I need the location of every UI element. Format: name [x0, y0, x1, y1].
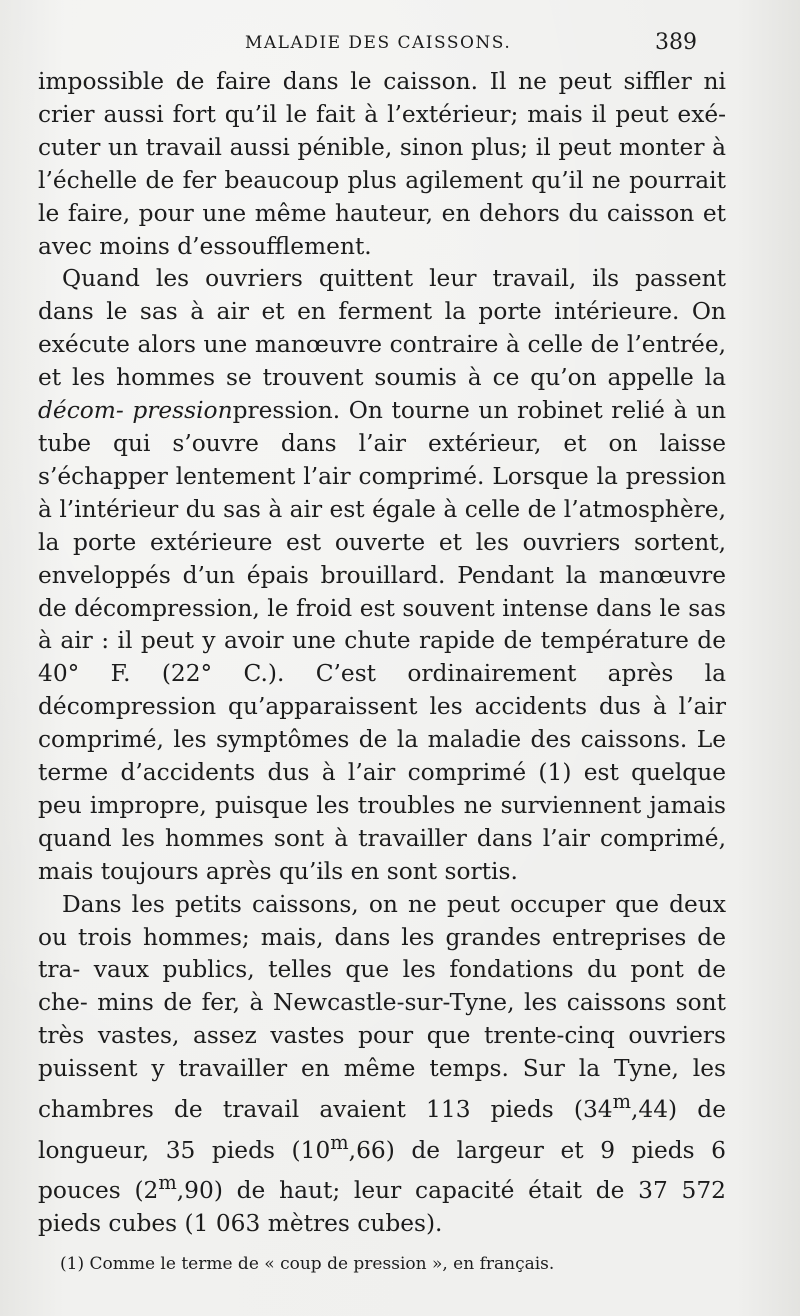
- text-line: Le terme d’accidents dus à l’air comprimé (1) est quelque: [38, 726, 727, 787]
- paragraph-2: [38, 263, 726, 888]
- text-line: mins de fer, à Newcastle-sur-Tyne, les caissons sont très: [38, 989, 726, 1050]
- footnote: (1) Comme le terme de « coup de pression », en français.: [60, 1254, 555, 1274]
- text-line: ,44) de longueur, 35 pieds: [38, 1095, 726, 1164]
- text-line: égale à celle de l’atmosphère, la porte extérieure est ouverte: [38, 495, 726, 556]
- text-line: le faire, pour une même hauteur, en dehors du caisson et: [38, 199, 726, 227]
- text-line: Dans les petits caissons, on ne peut occuper que deux ou: [38, 890, 726, 951]
- text-line: leur capacité était de 37 572 pieds cubes (1 063 mètres: [38, 1177, 726, 1238]
- text-line: de travail avaient 113 pieds (34: [174, 1095, 613, 1123]
- text-line: vastes, assez vastes pour que trente-cinq ouvriers puissent: [38, 1022, 727, 1083]
- text-line: mais toujours après qu’ils en sont sortis.: [38, 857, 518, 885]
- text-line: ,66) de largeur et 9 pieds 6 pouces (2: [38, 1136, 727, 1205]
- running-title: MALADIE DES CAISSONS.: [245, 33, 512, 53]
- paragraph-3: [38, 889, 726, 1241]
- text-line: trois hommes; mais, dans les grandes entreprises de tra-: [38, 923, 727, 984]
- text-line: hommes se trouvent soumis à ce qu’on appelle la: [116, 364, 726, 392]
- text-line: Quand les ouvriers quittent leur travail, ils passent dans: [38, 265, 726, 326]
- italic-term: pression: [132, 397, 233, 425]
- text-line: l’échelle de fer beaucoup plus agilement qu’il ne pourrait: [38, 166, 726, 194]
- italic-term: décom-: [38, 397, 124, 425]
- text-line: avec moins d’essoufflement.: [38, 232, 372, 260]
- running-head: [0, 30, 800, 57]
- superscript-unit: m: [612, 1090, 631, 1114]
- text-line: et les ouvriers sortent, enveloppés d’un épais brouillard.: [38, 528, 727, 589]
- text-line: crier aussi fort qu’il le fait à l’extérieur; mais il peut exé-: [38, 100, 726, 128]
- text-line: à l’air comprimé, les symptômes de la maladie des caissons.: [38, 693, 726, 754]
- superscript-unit: m: [158, 1171, 177, 1195]
- text-line: de température de 40° F. (22° C.). C’est ordinairement: [38, 627, 726, 688]
- text-line: quand les hommes sont à travailler dans l’air comprimé,: [38, 824, 726, 852]
- text-line: le sas à air et en ferment la porte intérieure. On exécute: [38, 298, 727, 359]
- text-line: vaux publics, telles que les fondations du pont de che-: [38, 956, 727, 1017]
- text-line: y travailler en même temps. Sur la Tyne, les chambres: [38, 1055, 727, 1123]
- text-line: ,90) de haut;: [176, 1177, 341, 1205]
- text-line: cubes).: [357, 1210, 443, 1238]
- text-line: dans l’air extérieur, et on laisse s’échapper lentement l’air: [38, 429, 726, 490]
- text-line: après la décompression qu’apparaissent les accidents dus: [38, 660, 726, 721]
- paragraph-1: [38, 66, 726, 263]
- body-text: [38, 66, 726, 1241]
- text-line: comprimé. Lorsque la pression à l’intérieur du sas à air est: [38, 462, 727, 523]
- page-number: 389: [655, 30, 697, 55]
- text-line: alors une manœuvre contraire à celle de l’entrée, et les: [38, 331, 727, 392]
- text-line: pression. On tourne un robinet relié à un tube qui s’ouvre: [38, 397, 726, 457]
- text-line: peu impropre, puisque les troubles ne surviennent jamais: [38, 791, 726, 819]
- text-line: Pendant la manœuvre de décompression, le froid est souvent: [38, 561, 726, 622]
- text-line: (10: [291, 1136, 331, 1164]
- text-line: intense dans le sas à air : il peut y avoir une chute rapide: [38, 594, 726, 655]
- superscript-unit: m: [330, 1130, 349, 1154]
- text-line: cuter un travail aussi pénible, sinon plus; il peut monter à: [38, 133, 726, 161]
- text-line: impossible de faire dans le caisson. Il ne peut siffler ni: [38, 68, 726, 95]
